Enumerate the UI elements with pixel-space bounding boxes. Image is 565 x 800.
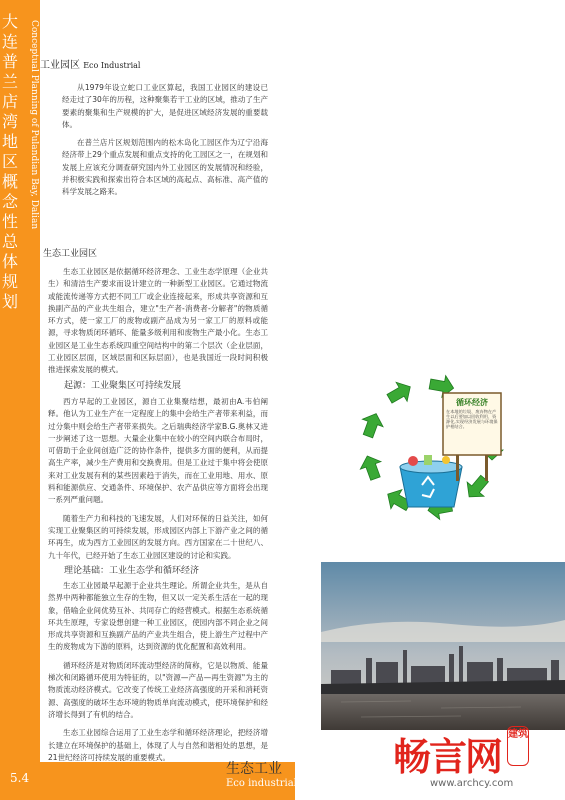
sign-title: 循环经济 <box>456 398 488 407</box>
watermark-badge: 建筑 <box>507 726 529 766</box>
cycle-arrow-icon <box>358 410 387 440</box>
paragraph: 从1979年设立蛇口工业区算起，我国工业园区的建设已经走过了30年的历程，这种聚集若干工业的区域，推动了生产要素的聚集和生产规模的扩大，是促进区域经济发展的重要载体。 <box>62 83 268 129</box>
paragraph: 生态工业园最早起源于企业共生理论。所谓企业共生，是从自然界中两种都能独立生存的生物，但又以一定关系生活在一起的现象，借喻企业间优势互补、共同存亡的经营模式。根据生态系统循环共生原理，专家设想创建一种工业园区，使园内部不同企业之间形成共享资源和互换副产品的产业共生组合，使上游生产过程中产生的废物成为下游的原料，达到资源的优化配置和高效利用。 <box>48 581 268 652</box>
cycle-arrow-icon <box>357 452 386 482</box>
footer-title-en: Eco industrial <box>226 778 297 789</box>
section-heading-theory: 理论基础：工业生态学和循环经济 <box>64 566 200 576</box>
paragraph: 生态工业园综合运用了工业生态学和循环经济理论，把经济增长建立在环境保护的基础上，体现了人与自然和谐相处的思想，是21世纪经济可持续发展的重要模式。 <box>48 728 268 762</box>
page-number: 5.4 <box>10 771 30 785</box>
watermark-logo-text: 畅言网 <box>393 735 502 779</box>
section-heading-cn: 工业园区 <box>40 60 80 71</box>
cycle-arrow-icon <box>461 471 493 504</box>
section1-body <box>62 82 268 205</box>
paragraph: 生态工业园区是依据循环经济理念、工业生态学原理（企业共生）和清洁生产要求而设计建立的一种新型工业园区。它通过物流或能流传递等方式把不同工厂或企业连接起来，形成共享资源和互换副产品的产业共生组合，建立"生产者-消费者-分解者"的物质循环方式，使一家工厂的废物或副产品成为另一家工厂的原料或能源，寻求物质闭环循环、能量多级利用和废物生产最小化。生态工业园区是工业生态系统四重空间结构中的第二个层次（企业层面，工业园区层面，区域层面和区际层面），也是我国近一段时间积极推进探索发展的模式。 <box>48 267 268 375</box>
section2-body <box>48 266 268 383</box>
section-heading-eco-industrial <box>40 56 140 71</box>
section-heading-eco-park: 生态工业园区 <box>43 249 98 259</box>
sidebar-title-cn: 大连普兰店湾地区概念性总体规划 <box>2 12 19 311</box>
watermark-logo <box>393 726 529 781</box>
sidebar-title-en: Conceptual Planning of Pulandian Bay, Dalian <box>29 20 39 230</box>
section3-body <box>48 396 268 568</box>
footer-title-cn: 生态工业 <box>226 761 282 777</box>
industrial-harbor-photo <box>321 562 565 730</box>
sidebar-title-en-wrap <box>28 20 40 280</box>
recycle-cycle-figure <box>348 365 513 530</box>
paragraph: 西方早起的工业园区，源自工业集聚结想，最初由A.韦伯阐释。他认为工业生产在一定程度上的集中会给生产者带来利益，而过分集中则会给生产者带来损失。之后瑞典经济学家B.G.奥林又进一步阐述了这一思想。大量企业集中在较小的空间内联合布局时，可借助于企业间创造广泛的协作条件，提供多方面的便利，从而提高生产率，减少生产费用和交换费用。但是工业过于集中将会使原来对工业发展有利的某些因素趋于消失，而在工业用地、用水、原料和能源供应、交通条件、环境保护、农产品供应等方面将会出现一系列严重问题。 <box>48 397 268 505</box>
section4-body <box>48 580 268 770</box>
sign-text: 在本地的垃圾、废弃物在产生以后要加以回收利用、资源化,实现经济发展与环境保护相结合。 <box>446 409 498 429</box>
recycle-bin-icon <box>400 455 462 507</box>
section-heading-en: Eco Industrial <box>83 61 141 70</box>
paragraph: 在普兰店片区规划范围内的松木岛化工园区作为辽宁沿海经济带上29个重点发展和重点支持的化工园区之一，在规划和发展上应该充分调查研究国内外工业园区的发展情况和经验，并积极实践和探索出符合本区域的高起点、高标准、高产值的科学发展之路来。 <box>62 138 268 197</box>
paragraph: 循环经济是对物质闭环流动型经济的简称，它是以物质、能量梯次和闭路循环使用为特征的，以"资源—产品—再生资源"为主的物质流动经济模式。它改变了传统工业经济高强度的开采和消耗资源、高强度的破坏生态环境的物质单向流动模式，使环境保护和经济增长得到了有机的结合。 <box>48 660 268 719</box>
section-heading-origin: 起源：工业聚集区可持续发展 <box>64 381 182 391</box>
watermark-url: www.archcy.com <box>430 778 514 789</box>
cycle-arrow-icon <box>384 377 416 408</box>
sidebar <box>0 0 40 800</box>
paragraph: 随着生产力和科技的飞速发展，人们对环保的日益关注，如何实现工业聚集区的可持续发展，形成园区内部上下游产业之间的循环再生，成为西方工业园区的发展方向。西方国家在二十世纪八、九十年代，已经开始了生态工业园区建设的讨论和实践。 <box>48 513 268 560</box>
